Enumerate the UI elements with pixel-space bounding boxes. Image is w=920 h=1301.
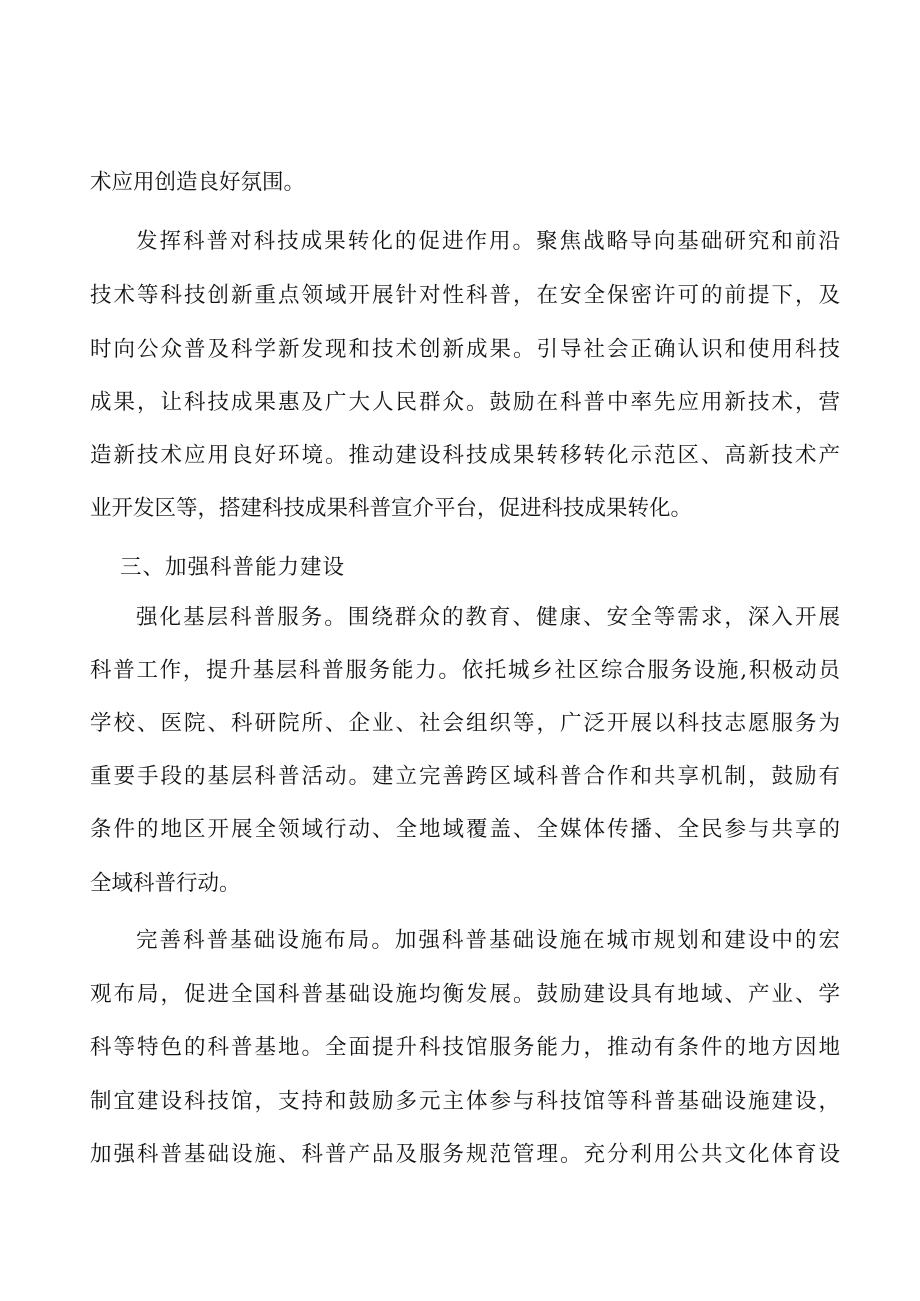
text-line: 时向公众普及科学新发现和技术创新成果。引导社会正确认识和使用科技 — [90, 337, 840, 362]
text-line: 造新技术应用良好环境。推动建设科技成果转移转化示范区、高新技术产 — [90, 443, 840, 468]
text-line: 业开发区等，搭建科技成果科普宣介平台，促进科技成果转化。 — [90, 496, 693, 521]
paragraph-first-line: 强化基层科普服务。围绕群众的教育、健康、安全等需求，深入开展 — [136, 605, 840, 630]
text-line: 成果，让科技成果惠及广大人民群众。鼓励在科普中率先应用新技术，营 — [90, 390, 840, 415]
text-line: 学校、医院、科研院所、企业、社会组织等，广泛开展以科技志愿服务为 — [90, 711, 840, 736]
text-line: 条件的地区开展全领域行动、全地域覆盖、全媒体传播、全民参与共享的 — [90, 817, 840, 842]
text-line: 全域科普行动。 — [90, 871, 241, 896]
text-line: 科普工作，提升基层科普服务能力。依托城乡社区综合服务设施,积极动员 — [90, 658, 840, 683]
text-line: 制宜建设科技馆，支持和鼓励多元主体参与科技馆等科普基础设施建设， — [90, 1089, 840, 1114]
text-line: 加强科普基础设施、科普产品及服务规范管理。充分利用公共文化体育设 — [90, 1142, 840, 1167]
text-line: 观布局，促进全国科普基础设施均衡发展。鼓励建设具有地域、产业、学 — [90, 982, 840, 1007]
paragraph-first-line: 完善科普基础设施布局。加强科普基础设施在城市规划和建设中的宏 — [136, 928, 840, 953]
text-line: 术应用创造良好氛围。 — [90, 170, 306, 195]
section-heading: 三、加强科普能力建设 — [120, 555, 346, 580]
text-line: 重要手段的基层科普活动。建立完善跨区域科普合作和共享机制，鼓励有 — [90, 764, 840, 789]
paragraph-first-line: 发挥科普对科技成果转化的促进作用。聚焦战略导向基础研究和前沿 — [136, 229, 840, 254]
text-line: 科等特色的科普基地。全面提升科技馆服务能力，推动有条件的地方因地 — [90, 1035, 840, 1060]
text-line: 技术等科技创新重点领域开展针对性科普，在安全保密许可的前提下，及 — [90, 283, 840, 308]
